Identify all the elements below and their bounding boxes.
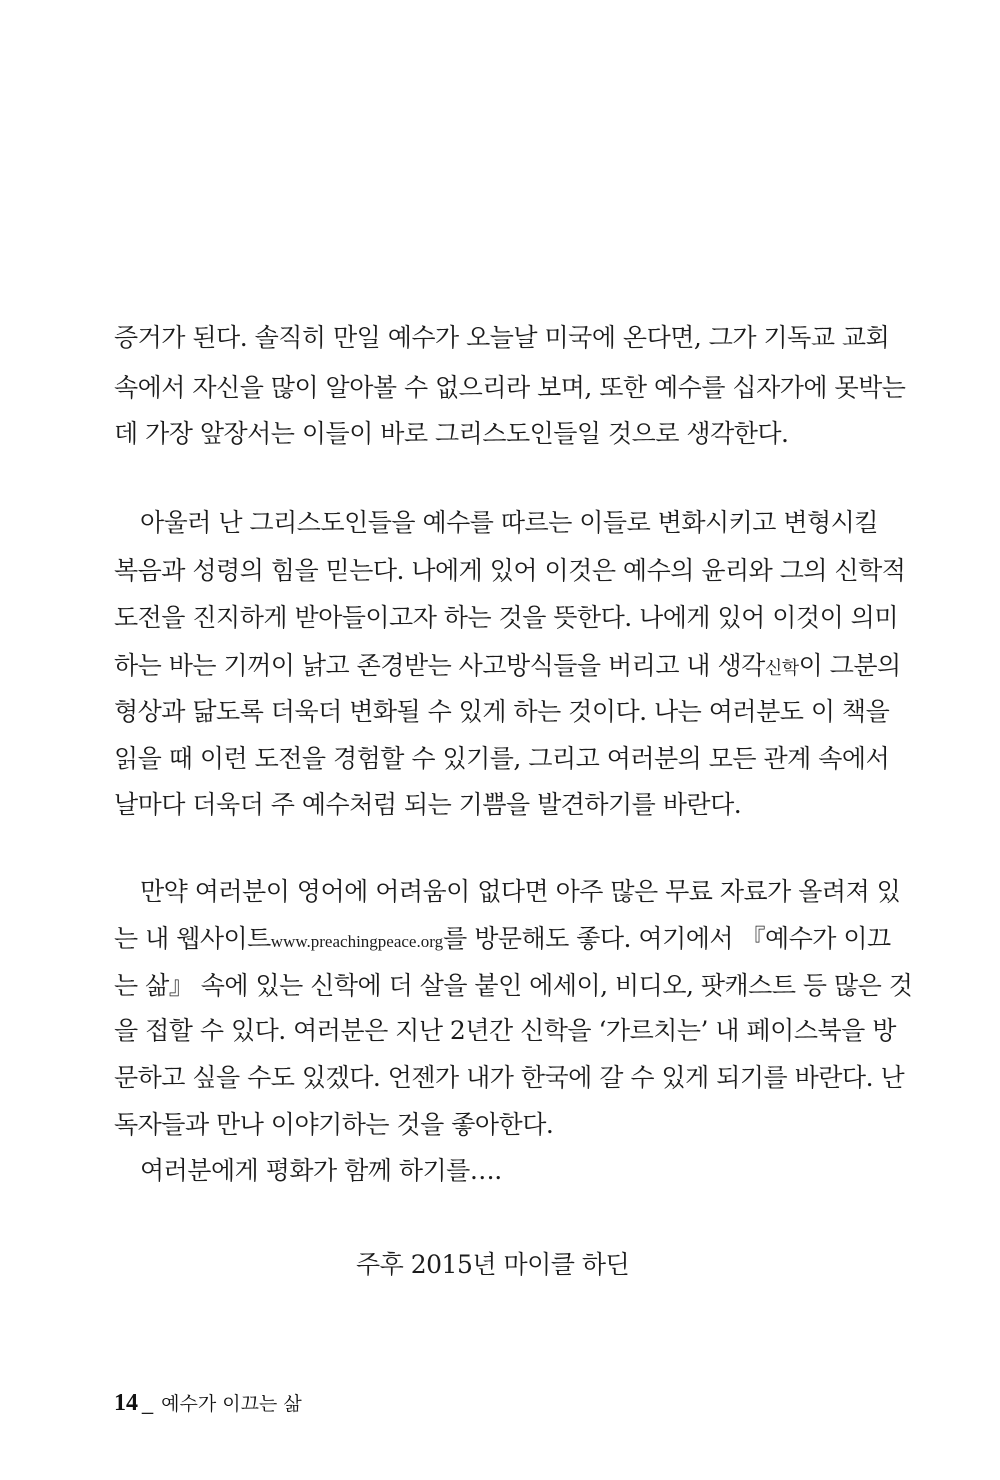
- website-url: www.preachingpeace.org: [270, 932, 444, 951]
- paragraph-2-line-1: 아울러 난 그리스도인들을 예수를 따르는 이들로 변화시키고 변형시킬: [140, 508, 878, 537]
- paragraph-2-line-2: 복음과 성령의 힘을 믿는다. 나에게 있어 이것은 예수의 윤리와 그의 신학적: [114, 556, 906, 585]
- paragraph-3-line-6: 독자들과 만나 이야기하는 것을 좋아한다.: [114, 1110, 554, 1139]
- paragraph-2-line-6: 읽을 때 이런 도전을 경험할 수 있기를, 그리고 여러분의 모든 관계 속에서: [114, 744, 890, 773]
- paragraph-3-line-2: [114, 924, 891, 954]
- paragraph-2-line-4-end: 이 그분의: [798, 651, 901, 680]
- paragraph-1-line-2: 속에서 자신을 많이 알아볼 수 없으리라 보며, 또한 예수를 십자가에 못박는: [114, 373, 906, 402]
- paragraph-2-line-5: 형상과 닮도록 더욱더 변화될 수 있게 하는 것이다. 나는 여러분도 이 책을: [114, 697, 890, 726]
- paragraph-2-line-7: 날마다 더욱더 주 예수처럼 되는 기쁨을 발견하기를 바란다.: [114, 790, 742, 819]
- paragraph-3-line-3: 는 삶』 속에 있는 신학에 더 살을 붙인 에세이, 비디오, 팟캐스트 등 많은 것: [114, 971, 913, 1000]
- inline-note-theology: 신학: [764, 658, 799, 679]
- paragraph-3-line-2-end: 를 방문해도 좋다. 여기에서 『예수가 이끄: [443, 924, 891, 953]
- paragraph-1-line-1: 증거가 된다. 솔직히 만일 예수가 오늘날 미국에 온다면, 그가 기독교 교회: [114, 323, 890, 352]
- paragraph-2-line-4-start: 하는 바는 기꺼이 낡고 존경받는 사고방식들을 버리고 내 생각: [114, 651, 765, 680]
- signature: 주후 2015년 마이클 하딘: [356, 1250, 630, 1279]
- page-footer: [114, 1388, 302, 1418]
- paragraph-3-line-5: 문하고 싶을 수도 있겠다. 언젠가 내가 한국에 갈 수 있게 되기를 바란다. 난: [114, 1063, 905, 1092]
- footer-separator: _: [142, 1393, 154, 1415]
- paragraph-2-line-3: 도전을 진지하게 받아들이고자 하는 것을 뜻한다. 나에게 있어 이것이 의미: [114, 603, 898, 632]
- page-number: 14: [114, 1390, 138, 1416]
- paragraph-3-line-4: 을 접할 수 있다. 여러분은 지난 2년간 신학을 ‘가르치는’ 내 페이스북을 방: [114, 1016, 896, 1045]
- paragraph-1-line-3: 데 가장 앞장서는 이들이 바로 그리스도인들일 것으로 생각한다.: [114, 419, 789, 448]
- closing-wish: 여러분에게 평화가 함께 하기를….: [140, 1156, 502, 1185]
- paragraph-3-line-2-start: 는 내 웹사이트: [114, 924, 271, 953]
- paragraph-2-line-4: [114, 651, 901, 681]
- paragraph-3-line-1: 만약 여러분이 영어에 어려움이 없다면 아주 많은 무료 자료가 올려져 있: [140, 877, 901, 906]
- running-title: 예수가 이끄는 삶: [161, 1393, 302, 1415]
